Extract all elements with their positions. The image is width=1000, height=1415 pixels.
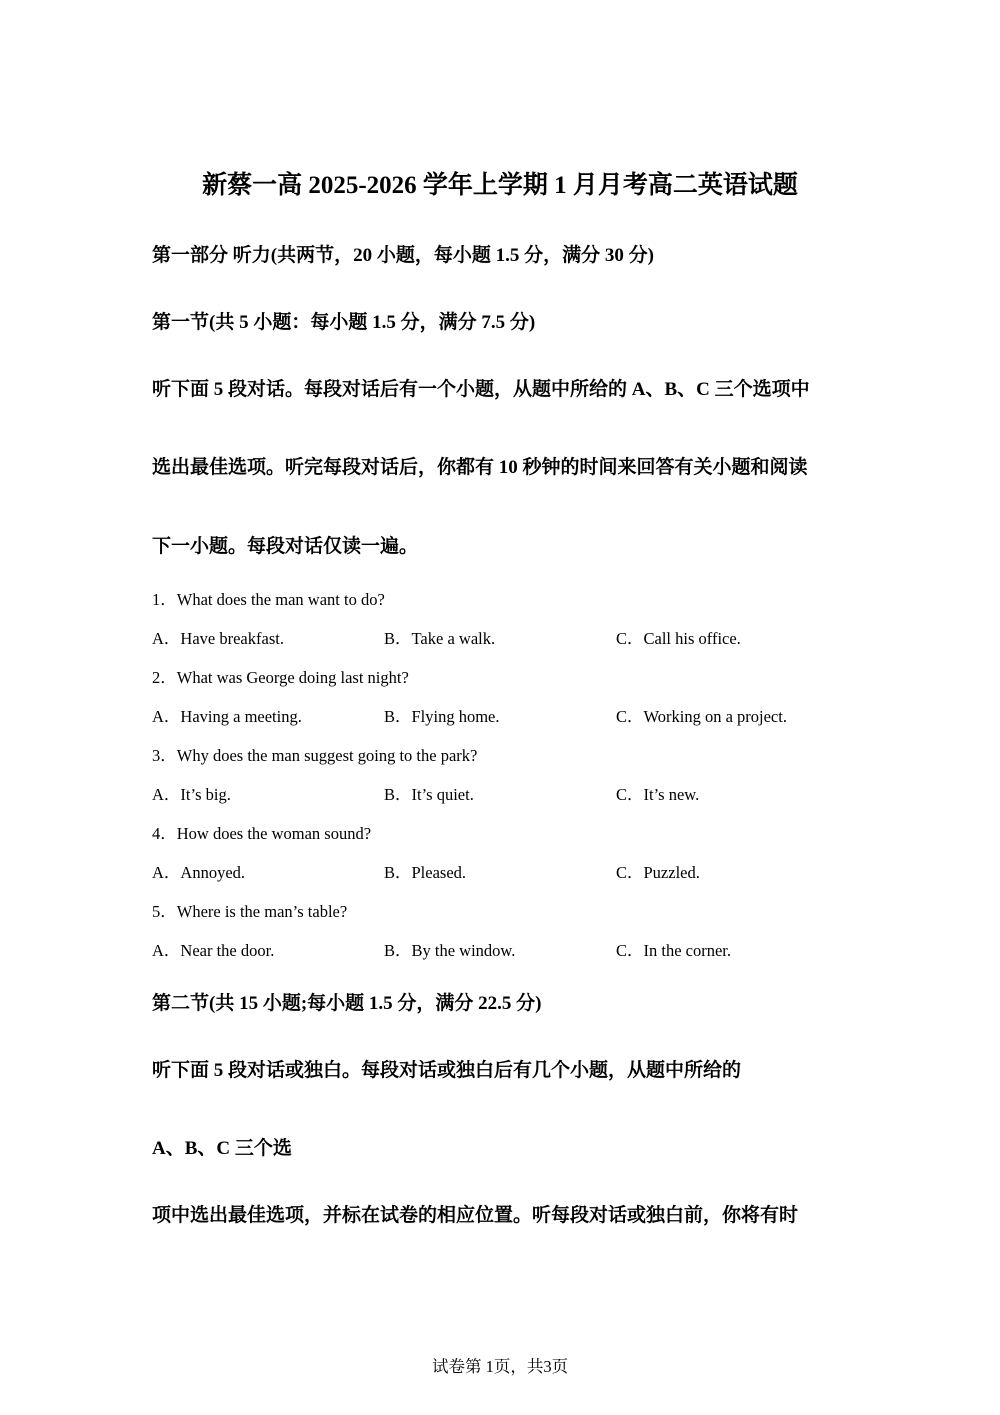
question-2-options	[152, 705, 852, 729]
part1-heading: 第一部分 听力(共两节，20 小题，每小题 1.5 分，满分 30 分)	[152, 245, 654, 266]
question-3-stem: 3．Why does the man suggest going to the park?	[152, 746, 478, 765]
section1-instruction-line-3: 下一小题。每段对话仅读一遍。	[152, 536, 419, 557]
question-4-option-b: B．Pleased.	[384, 863, 467, 882]
section2-instruction-line-2: A、B、C 三个选	[152, 1138, 292, 1159]
question-5-option-a: A．Near the door.	[152, 941, 275, 960]
question-2-option-a: A．Having a meeting.	[152, 707, 302, 726]
question-1-options	[152, 627, 852, 651]
question-5-option-b: B．By the window.	[384, 941, 516, 960]
section2-heading: 第二节(共 15 小题;每小题 1.5 分，满分 22.5 分)	[152, 993, 542, 1014]
question-4-option-c: C．Puzzled.	[616, 863, 700, 882]
section1-heading: 第一节(共 5 小题：每小题 1.5 分，满分 7.5 分)	[152, 312, 536, 333]
question-4-option-a: A．Annoyed.	[152, 863, 246, 882]
question-3-options	[152, 783, 852, 807]
question-2-option-c: C．Working on a project.	[616, 707, 787, 726]
question-1-stem: 1．What does the man want to do?	[152, 590, 385, 609]
question-3-option-c: C．It’s new.	[616, 785, 700, 804]
question-1-option-c: C．Call his office.	[616, 629, 741, 648]
section1-instruction-line-2: 选出最佳选项。听完每段对话后，你都有 10 秒钟的时间来回答有关小题和阅读	[152, 457, 808, 478]
section2-instruction-line-1: 听下面 5 段对话或独白。每段对话或独白后有几个小题，从题中所给的	[152, 1060, 742, 1081]
question-2-option-b: B．Flying home.	[384, 707, 500, 726]
question-3-option-a: A．It’s big.	[152, 785, 231, 804]
question-3-option-b: B．It’s quiet.	[384, 785, 474, 804]
section2-instruction-line-3: 项中选出最佳选项，并标在试卷的相应位置。听每段对话或独白前，你将有时	[152, 1205, 799, 1226]
question-4-options	[152, 861, 852, 885]
question-4-stem: 4．How does the woman sound?	[152, 824, 372, 843]
section1-instruction-line-1: 听下面 5 段对话。每段对话后有一个小题，从题中所给的 A、B、C 三个选项中	[152, 379, 810, 400]
question-5-stem: 5．Where is the man’s table?	[152, 902, 348, 921]
question-5-option-c: C．In the corner.	[616, 941, 732, 960]
question-2-stem: 2．What was George doing last night?	[152, 668, 409, 687]
question-5-options	[152, 939, 852, 963]
question-1-option-a: A．Have breakfast.	[152, 629, 284, 648]
exam-title: 新蔡一高 2025-2026 学年上学期 1 月月考高二英语试题	[202, 172, 798, 199]
question-1-option-b: B．Take a walk.	[384, 629, 496, 648]
page-footer: 试卷第 1页，共3页	[431, 1357, 569, 1376]
